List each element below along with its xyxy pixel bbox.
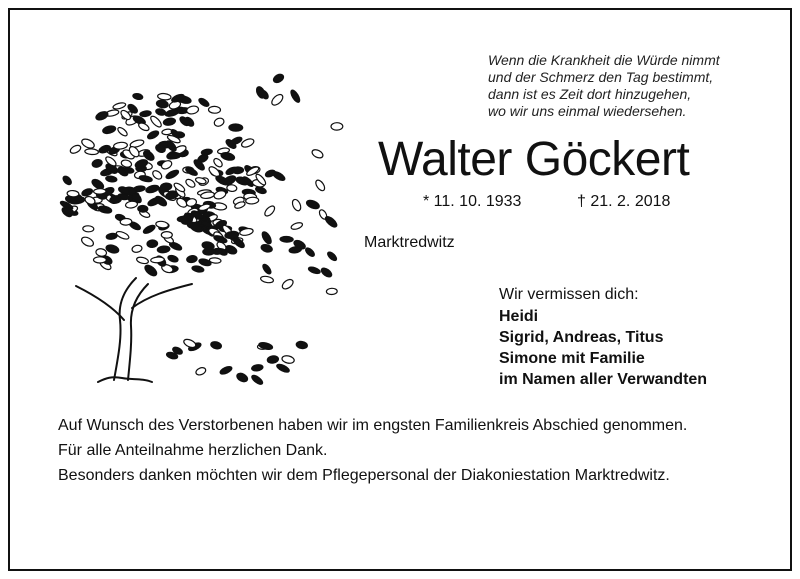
deceased-name: Walter Göckert bbox=[378, 133, 690, 186]
poem bbox=[488, 52, 788, 120]
poem-line: und der Schmerz den Tag bestimmt, bbox=[488, 69, 714, 85]
windblown-tree-icon bbox=[52, 58, 352, 398]
mourner-name: Simone mit Familie bbox=[499, 350, 645, 367]
poem-line: dann ist es Zeit dort hinzugehen, bbox=[488, 86, 692, 102]
mourner-name: Heidi bbox=[499, 308, 539, 325]
mourners-intro: Wir vermissen dich: bbox=[499, 286, 639, 303]
death-date: † 21. 2. 2018 bbox=[577, 193, 671, 210]
note-paragraph: Auf Wunsch des Verstorbenen haben wir im engsten Familienkreis Abschied genommen. bbox=[58, 417, 688, 434]
place: Marktredwitz bbox=[364, 234, 455, 251]
note-paragraph: Besonders danken möchten wir dem Pflegepersonal der Diakoniestation Marktredwitz. bbox=[58, 467, 670, 484]
poem-line: Wenn die Krankheit die Würde nimmt bbox=[488, 52, 720, 68]
poem-line: wo wir uns einmal wiedersehen. bbox=[488, 103, 687, 119]
closing-notes bbox=[58, 415, 748, 490]
mourners-list bbox=[499, 306, 707, 390]
mourner-name: Sigrid, Andreas, Titus bbox=[499, 329, 664, 346]
birth-date: * 11. 10. 1933 bbox=[423, 193, 522, 210]
mourner-name: im Namen aller Verwandten bbox=[499, 371, 708, 388]
note-paragraph: Für alle Anteilnahme herzlichen Dank. bbox=[58, 442, 328, 459]
